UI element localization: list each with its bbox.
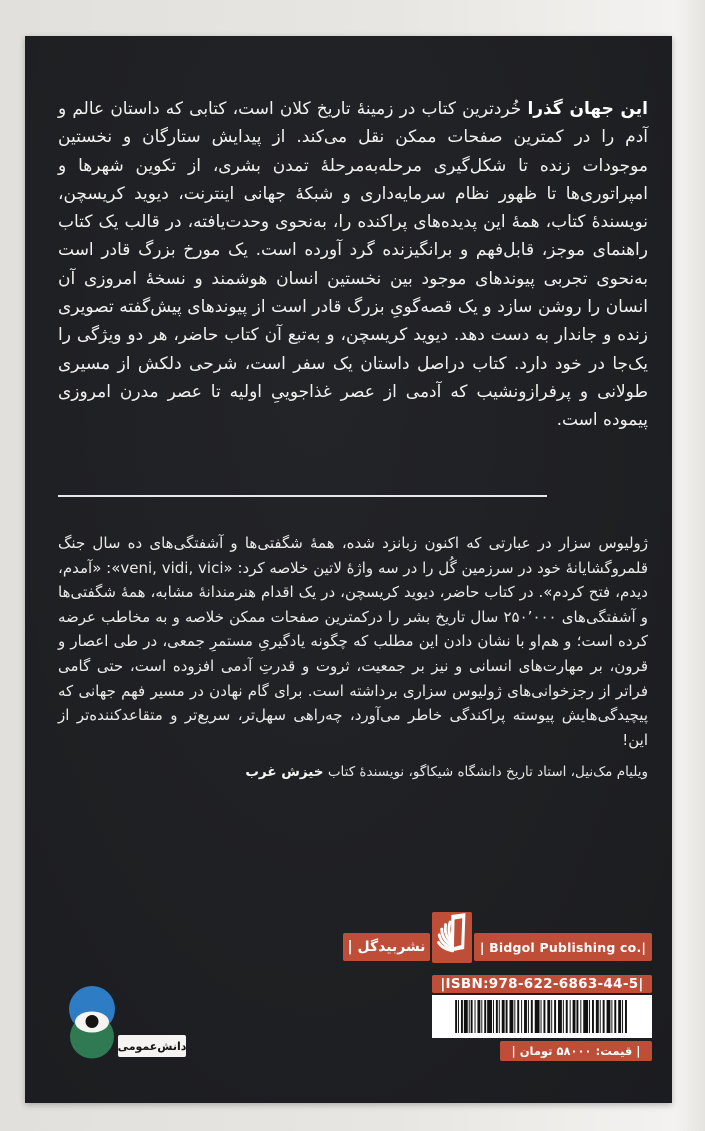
publisher-english-name-box: | Bidgol Publishing co.| (474, 933, 652, 961)
reviewer-book-title: خیزش غرب (245, 763, 324, 780)
publisher-persian-name-box: نشربیدگل | (343, 933, 430, 961)
bidgol-book-leaf-icon (436, 913, 468, 962)
isbn-box: |ISBN:978-622-6863-44-5| (432, 975, 652, 993)
book-back-cover (25, 36, 672, 1103)
barcode (432, 995, 652, 1038)
main-blurb-text: خُردترین کتاب در زمینهٔ تاریخ کلان است، کتابی که داستان عالم و آدم را در کمترین صفحات ممکن نقل می‌کند. از پیدایش ستارگان و نخستین موجودات زنده تا شکل‌گیری مرحله‌به‌مرحلهٔ تمدن بشری، از تکوین شهرها و امپراتوری‌ها تا ظهور نظام سرمایه‌داری و شبکهٔ جهانی اینترنت، دیوید کریسچن، نویسندهٔ کتاب، همهٔ این پدیده‌های پراکنده را، به‌نحوی وحدت‌یافته، در قالب یک کتاب راهنمای موجز، قابل‌فهم و برانگیزنده گرد آورده است. یک مورخ بزرگ قادر است به‌نحوی تجربی پیوندهای موجود بین نخستین انسان هوشمند و نسخهٔ امروزی آن انسان را روشن سازد و یک قصه‌گویِ بزرگ قادر است از پیوندهای پیش‌گفته تصویری زنده و جاندار به دست دهد. دیوید کریسچن، و به‌تبع آن کتاب حاضر، هر دو ویژگی را یک‌جا در خود دارد. کتاب دراصل داستان یک سفر است، شرحی دلکش از مسیری طولانی و پرفرازونشیب که آدمی از عصر غذاجوییِ اولیه تا عصر مدرن امروزی پیموده است. (58, 99, 648, 431)
review-quote: ژولیوس سزار در عبارتی که اکنون زبانزد شده، همهٔ شگفتی‌ها و آشفتگی‌های ده سال جنگ قلمروگشایانهٔ خود در سرزمین گُل را در سه واژهٔ لاتین خلاصه کرد: «veni, vidi, vici»: «آمدم، دیدم، فتح کردم». در کتاب حاضر، دیوید کریسچن، در یک اقدام هنرمندانهٔ مشابه، همهٔ شگفتی‌ها و آشفتگی‌های ۲۵۰٬۰۰۰ سال تاریخ بشر را درکمترین صفحات ممکن خلاصه و به مخاطب عرضه کرده است؛ و هم‌او با نشان دادن این مطلب که چگونه یادگیریِ مستمرِ جمعی، در طی اعصار و قرون، بر مهارت‌های انسانی و نیز بر جمعیت، ثروت و قدرتِ آدمی افزوده است، حتی گامی فراتر از رجزخوانی‌های ژولیوس سزاری برداشته است. برای گام نهادن در مسیر فهم جهانی که پیچیدگی‌هایش پیوسته پراکندگی خاطر می‌آورد، چه‌راهی سهل‌تر، سریع‌تر و متقاعدکننده‌تر از این! (58, 534, 648, 749)
review-attribution (58, 762, 648, 782)
main-blurb (58, 95, 648, 435)
book-title-lead: این جهان گذرا (527, 99, 648, 119)
reviewer-name-role: ویلیام مک‌نیل، استاد تاریخ دانشگاه شیکاگو، نویسندهٔ کتاب (327, 763, 648, 780)
publisher-logo (432, 912, 472, 963)
divider-rule (58, 495, 547, 497)
category-badge: دانش‌عمومی (118, 1035, 186, 1057)
price-box: | قیمت: ۵۸۰۰۰ تومان | (500, 1041, 652, 1061)
barcode-bars (442, 1000, 642, 1033)
general-knowledge-eye-icon (67, 986, 117, 1059)
